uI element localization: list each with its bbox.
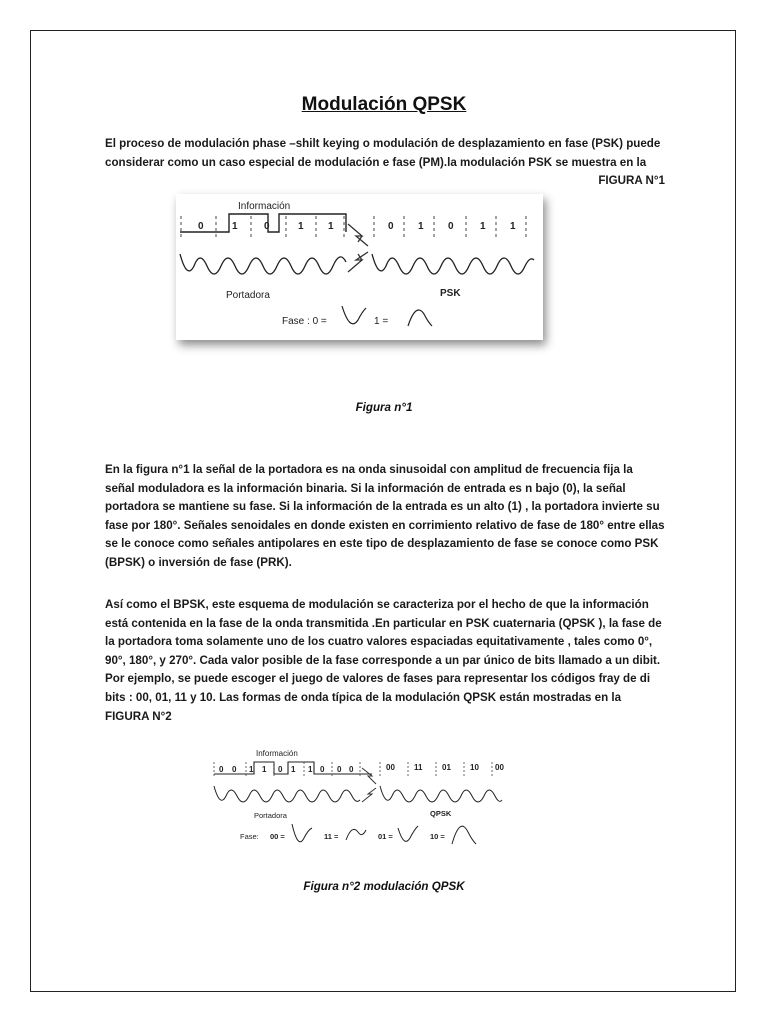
fig2-phase-11-label: 11 = — [324, 832, 339, 841]
fig2-dibit: 10 — [470, 763, 479, 772]
fig2-bit: 1 — [262, 765, 267, 774]
arrow-up-icon — [348, 252, 368, 272]
arrow-down-icon — [362, 768, 376, 784]
fig1-psk-label: PSK — [440, 288, 461, 299]
fig2-qpsk-wave — [380, 786, 502, 802]
fig2-bit: 0 — [278, 765, 283, 774]
fig2-bit: 0 — [337, 765, 342, 774]
figure-1-caption: Figura n°1 — [355, 401, 413, 414]
fig2-carrier-label: Portadora — [254, 811, 287, 820]
intro-text: El proceso de modulación phase –shilt keying o modulación de desplazamiento en fase (PSK) puede considerar como un caso especial de modulación e fase (PM).la modulación PSK se muestra en la — [105, 137, 661, 169]
fig2-bit: 1 — [291, 765, 296, 774]
figure-1 — [176, 194, 543, 340]
fig2-dibits-right — [386, 763, 504, 772]
fig1-phase-one-label: 1 = — [374, 316, 389, 327]
paragraph-3: Así como el BPSK, este esquema de modulación se caracteriza por el hecho de que la información está contenida en la fase de la onda transmitida .En particular en PSK cuaternaria (QPSK ), la fase de la portadora toma solamente uno de los cuatro valores espaciadas equitativamente , tales como 0°, 90°, 180°, y 270°. Cada valor posible de la fase corresponde a un par único de bits llamado a un dibit. Por ejemplo, se puede escoger el juego de valores de fases para representar los códigos fray de di bits : 00, 01, 11 y 10. Las formas de onda típica de la modulación QPSK están mostradas en la FIGURA N°2 — [105, 598, 662, 723]
fig2-dibit: 01 — [442, 763, 451, 772]
figure-2-diagram — [212, 744, 512, 854]
fig1-bit: 1 — [418, 221, 424, 232]
fig2-phase-01-wave — [398, 826, 418, 841]
fig2-carrier-wave — [214, 786, 360, 802]
fig2-bit: 1 — [249, 765, 254, 774]
fig2-phase-01-label: 01 = — [378, 832, 393, 841]
intro-paragraph — [105, 135, 665, 187]
fig2-phase-10-wave — [452, 826, 476, 844]
fig2-dibit: 00 — [386, 763, 395, 772]
fig2-bit: 1 — [308, 765, 313, 774]
fig1-phase-zero-wave — [342, 306, 366, 324]
fig2-phase-10-label: 10 = — [430, 832, 445, 841]
fig2-info-label: Información — [256, 749, 298, 758]
intro-figure-ref: FIGURA N°1 — [598, 174, 665, 187]
fig1-bit: 1 — [328, 221, 334, 232]
fig2-phase-00-label: 00 = — [270, 832, 285, 841]
fig2-bit: 0 — [349, 765, 354, 774]
fig1-carrier-wave — [180, 254, 346, 274]
fig1-bit: 1 — [232, 221, 238, 232]
fig1-bit: 1 — [510, 221, 516, 232]
arrow-down-icon — [348, 224, 368, 246]
fig2-bit: 0 — [232, 765, 237, 774]
fig1-carrier-label: Portadora — [226, 290, 270, 301]
fig2-bits-left — [219, 765, 354, 774]
figure-1-diagram — [176, 194, 543, 340]
fig1-bit: 0 — [264, 221, 270, 232]
fig1-phase-label: Fase : 0 = — [282, 316, 327, 327]
fig1-info-label: Información — [238, 201, 291, 212]
fig1-bit: 0 — [198, 221, 204, 232]
fig1-bit: 1 — [298, 221, 304, 232]
fig2-phase-00-wave — [292, 824, 312, 842]
fig1-psk-wave — [372, 254, 534, 274]
figure-2 — [212, 744, 512, 854]
fig2-phase-label: Fase: — [240, 832, 259, 841]
fig1-digital-signal — [180, 214, 346, 232]
fig2-bit: 0 — [219, 765, 224, 774]
fig2-dibit: 11 — [414, 763, 423, 772]
fig1-bits-left — [198, 221, 334, 232]
page-title: Modulación QPSK — [301, 94, 467, 115]
fig2-phase-11-wave — [346, 829, 366, 840]
fig1-phase-one-wave — [408, 310, 432, 326]
fig1-bit: 0 — [388, 221, 394, 232]
paragraph-2: En la figura n°1 la señal de la portadora es na onda sinusoidal con amplitud de frecuencia fija la señal moduladora es la información binaria. Si la información de entrada es n bajo (0), la señal portadora se mantiene su fase. Si la información de la entrada es un alto (1) , la portadora invierte su fase por 180°. Señales senoidales en donde existen en corrimiento relativo de fase de 180° entre ellas se le conoce como señales antipolares en este tipo de desplazamiento de fase se conoce como PSK (BPSK) o inversión de fase (PRK). — [105, 463, 665, 569]
fig1-bit: 0 — [448, 221, 454, 232]
arrow-up-icon — [362, 788, 376, 802]
fig2-qpsk-label: QPSK — [430, 809, 452, 818]
fig2-dibit: 00 — [495, 763, 504, 772]
figure-2-caption: Figura n°2 modulación QPSK — [303, 880, 465, 893]
fig2-bit: 0 — [320, 765, 325, 774]
fig1-bits-right — [388, 221, 516, 232]
fig1-bit: 1 — [480, 221, 486, 232]
